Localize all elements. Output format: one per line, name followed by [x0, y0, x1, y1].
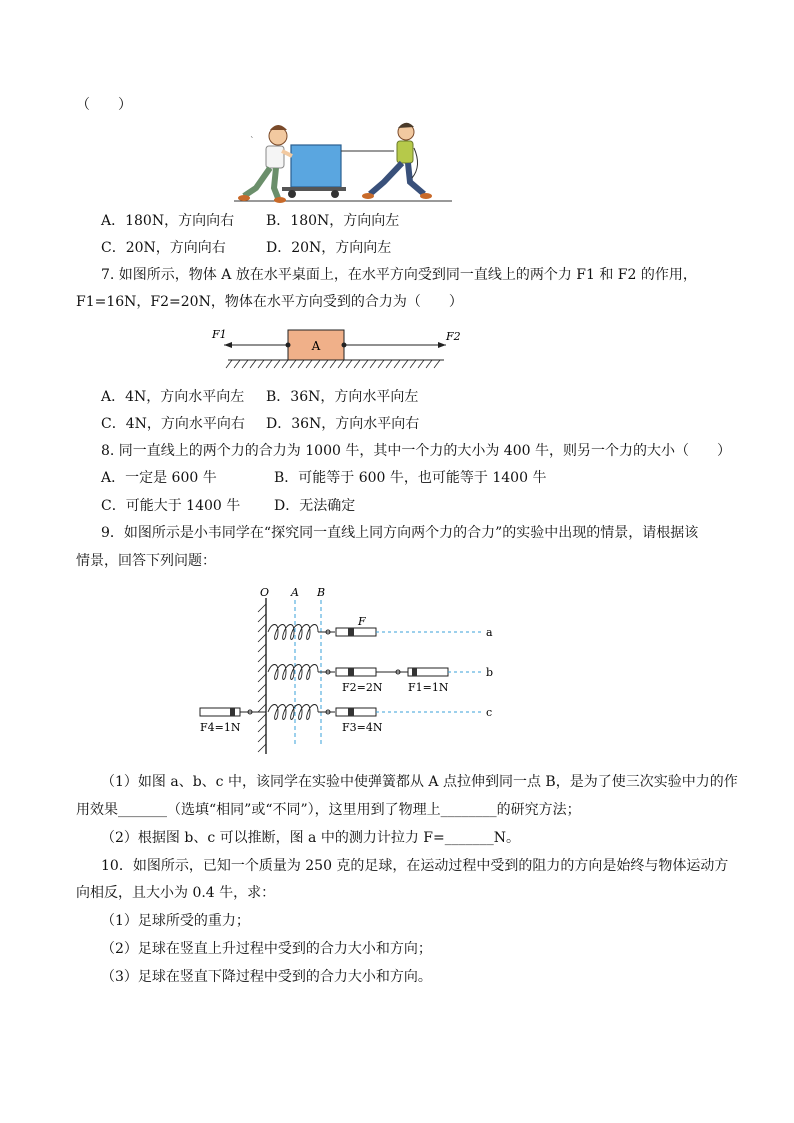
- q9-label-f4: F4=1N: [200, 721, 241, 734]
- q10-stem-line1: 10．如图所示，已知一个质量为 250 克的足球，在运动过程中受到的阻力的方向是始终与物体运动方: [101, 858, 729, 874]
- q9-label-f: F: [358, 615, 366, 628]
- q9-label-o: O: [260, 586, 270, 599]
- q10-sub1: （1）足球所受的重力；: [101, 913, 250, 929]
- q9-sub1-line1: （1）如图 a、b、c 中，该同学在实验中使弹簧都从 A 点拉伸到同一点 B，是为了使三次实验中力的作: [101, 774, 738, 790]
- q6-option-b: B．180N，方向向左: [266, 213, 400, 229]
- q8-option-b: B．可能等于 600 牛，也可能等于 1400 牛: [274, 470, 547, 486]
- q9-spring-experiment-figure: [190, 584, 510, 764]
- q9-row-c-label: c: [486, 706, 493, 719]
- q7-option-a: A．4N，方向水平向左: [101, 389, 245, 405]
- q9-label-f2: F2=2N: [342, 681, 383, 694]
- q10-stem-line2: 向相反，且大小为 0.4 牛，求：: [76, 885, 276, 901]
- q7-option-d: D．36N，方向水平向右: [266, 416, 420, 432]
- q6-pushing-pulling-illustration: [234, 118, 454, 204]
- q9-sub1-line2: 用效果_______（选填“相同”或“不同”），这里用到了物理上________的研究方法；: [76, 802, 581, 818]
- q7-stem-line1: 7. 如图所示，物体 A 放在水平桌面上，在水平方向受到同一直线上的两个力 F1 和 F2 的作用，: [101, 267, 697, 283]
- q8-option-d: D．无法确定: [274, 498, 356, 514]
- q9-row-b-label: b: [486, 666, 494, 679]
- q7-force-left-label: F1: [212, 328, 227, 341]
- q9-label-f1: F1=1N: [408, 681, 449, 694]
- q9-label-b: B: [317, 586, 326, 599]
- q9-label-f3: F3=4N: [342, 721, 383, 734]
- q8-option-a: A．一定是 600 牛: [101, 470, 217, 486]
- q6-answer-paren: （ ）: [76, 97, 132, 113]
- q6-option-a: A．180N，方向向右: [101, 213, 235, 229]
- q7-block-forces-figure: [208, 322, 468, 376]
- q8-option-c: C．可能大于 1400 牛: [101, 498, 241, 514]
- q9-sub2: （2）根据图 b、c 可以推断，图 a 中的测力计拉力 F=_______N。: [101, 830, 521, 846]
- q10-sub3: （3）足球在竖直下降过程中受到的合力大小和方向。: [101, 969, 432, 985]
- q7-stem-line2: F1=16N，F2=20N，物体在水平方向受到的合力为（ ）: [76, 294, 463, 310]
- svg-text:ˋ: ˋ: [250, 137, 255, 147]
- q9-label-a: A: [291, 586, 299, 599]
- q9-stem-line1: 9．如图所示是小韦同学在“探究同一直线上同方向两个力的合力”的实验中出现的情景，请根据该: [101, 525, 699, 541]
- q9-row-a-label: a: [486, 626, 493, 639]
- q10-sub2: （2）足球在竖直上升过程中受到的合力大小和方向；: [101, 941, 432, 957]
- q6-option-d: D．20N，方向向左: [266, 240, 392, 256]
- q7-option-b: B．36N，方向水平向左: [266, 389, 419, 405]
- q9-stem-line2: 情景，回答下列问题：: [76, 553, 216, 569]
- q8-stem: 8. 同一直线上的两个力的合力为 1000 牛，其中一个力的大小为 400 牛，则另一个力的大小（ ）: [101, 443, 731, 459]
- q6-option-c: C．20N，方向向右: [101, 240, 226, 256]
- q7-block-label: A: [311, 339, 321, 353]
- q7-option-c: C．4N，方向水平向右: [101, 416, 245, 432]
- q7-force-right-label: F2: [446, 330, 461, 343]
